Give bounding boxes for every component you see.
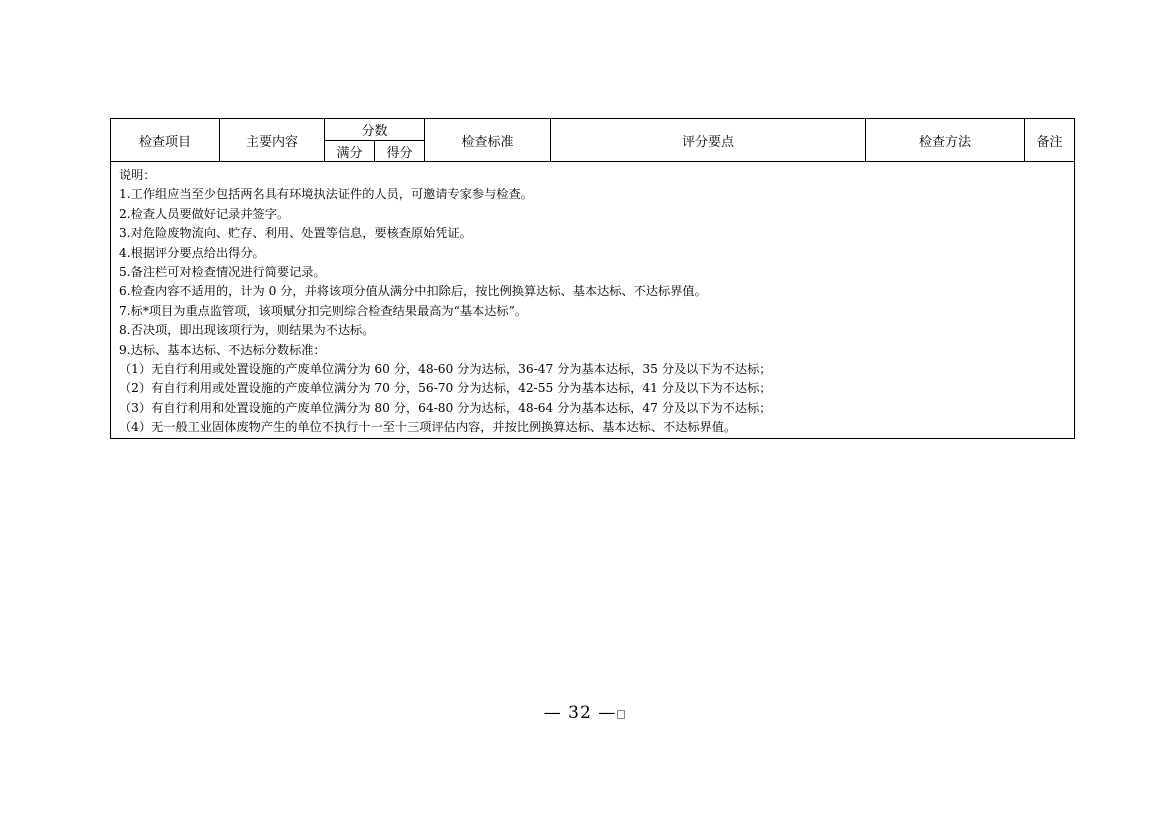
note-line: 9.达标、基本达标、不达标分数标准： [119, 342, 326, 357]
note-line: 7.标*项目为重点监管项，该项赋分扣完则综合检查结果最高为“基本达标”。 [119, 303, 527, 318]
note-line: 1.工作组应当至少包括两名具有环境执法证件的人员，可邀请专家参与检查。 [119, 187, 533, 202]
header-got-score: 得分 [375, 141, 425, 162]
page-number [0, 703, 1169, 723]
header-standard: 检查标准 [425, 119, 551, 162]
note-line: （4）无一般工业固体废物产生的单位不执行十一至十三项评估内容，并按比例换算达标、基本达标、不达标界值。 [119, 420, 737, 435]
header-method: 检查方法 [866, 119, 1025, 162]
note-line: （3）有自行利用和处置设施的产废单位满分为 80 分，64-80 分为达标，48-64 分为基本达标，47 分及以下为不达标； [119, 400, 772, 415]
note-line: 2.检查人员要做好记录并签字。 [119, 206, 290, 221]
header-points: 评分要点 [551, 119, 866, 162]
note-line: 4.根据评分要点给出得分。 [119, 245, 265, 260]
note-line: 8.否决项，即出现该项行为，则结果为不达标。 [119, 323, 375, 338]
note-line: 3.对危险废物流向、贮存、利用、处置等信息，要核查原始凭证。 [119, 226, 472, 241]
page-number-text: — 32 — [543, 703, 617, 723]
header-score: 分数 [325, 119, 425, 141]
note-line: （1）无自行利用或处置设施的产废单位满分为 60 分，48-60 分为达标，36-47 分为基本达标，35 分及以下为不达标； [119, 362, 772, 377]
header-item: 检查项目 [111, 119, 220, 162]
note-line: 5.备注栏可对检查情况进行简要记录。 [119, 265, 326, 280]
header-remark: 备注 [1025, 119, 1075, 162]
placeholder-box-icon [617, 710, 625, 719]
note-line: 6.检查内容不适用的，计为 0 分，并将该项分值从满分中扣除后，按比例换算达标、基本达标、不达标界值。 [119, 284, 707, 299]
note-line: （2）有自行利用或处置设施的产废单位满分为 70 分，56-70 分为达标，42-55 分为基本达标，41 分及以下为不达标； [119, 381, 772, 396]
notes-heading: 说明： [119, 168, 156, 182]
notes-cell [111, 162, 1075, 439]
header-full-score: 满分 [325, 141, 375, 162]
inspection-table [110, 118, 1075, 439]
header-content: 主要内容 [220, 119, 325, 162]
